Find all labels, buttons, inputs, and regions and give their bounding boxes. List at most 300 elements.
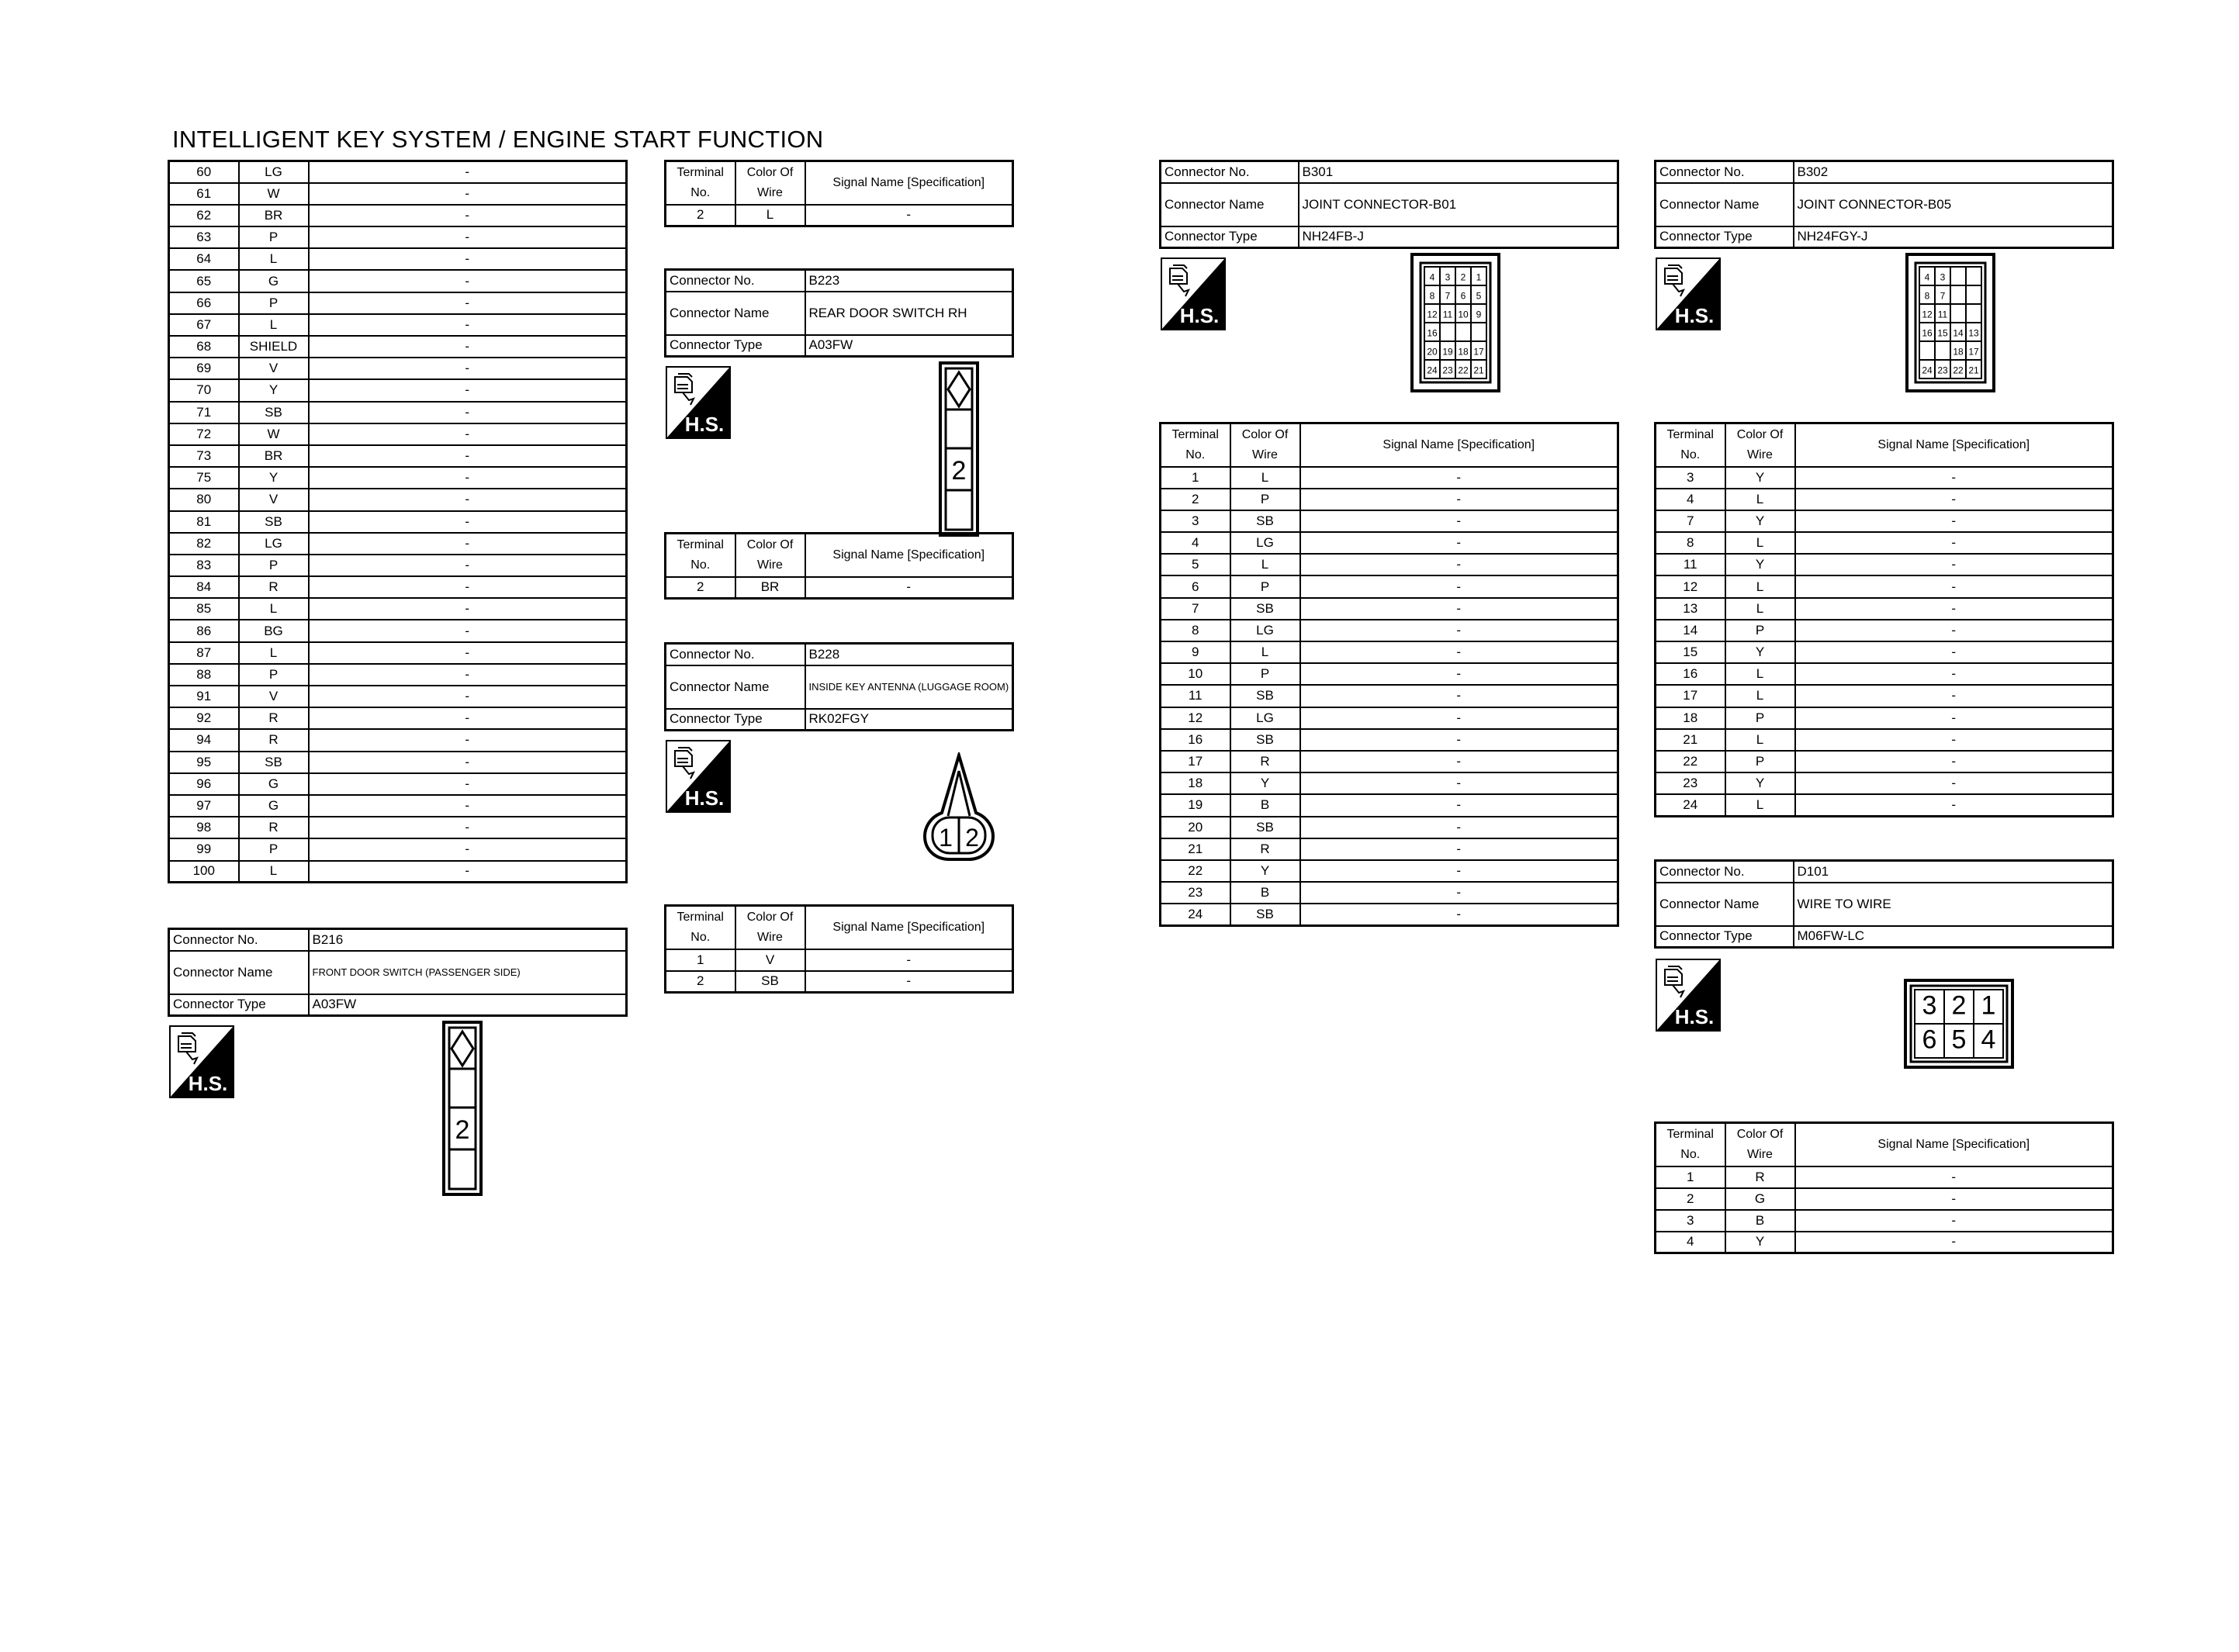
wire-color-cell: V bbox=[239, 358, 309, 379]
signal-name-cell: - bbox=[309, 379, 627, 401]
wire-color-cell: P bbox=[239, 292, 309, 314]
wire-color-cell: P bbox=[1230, 489, 1300, 510]
terminal-no-cell: 81 bbox=[169, 511, 239, 533]
svg-text:12: 12 bbox=[1427, 309, 1438, 320]
terminal-no-cell: 95 bbox=[169, 752, 239, 773]
connector-no-value: B301 bbox=[1299, 161, 1618, 183]
signal-name-cell: - bbox=[309, 402, 627, 423]
table-row bbox=[169, 752, 627, 773]
terminal-no-cell: 19 bbox=[1161, 794, 1230, 816]
signal-name-cell: - bbox=[1300, 532, 1618, 554]
svg-text:2: 2 bbox=[951, 456, 967, 486]
table-row bbox=[1656, 1166, 2113, 1188]
signal-name-cell: - bbox=[309, 817, 627, 838]
wire-color-cell: R bbox=[239, 707, 309, 729]
table-row bbox=[169, 707, 627, 729]
svg-text:9: 9 bbox=[1476, 309, 1482, 320]
signal-name-cell: - bbox=[1795, 772, 2113, 794]
wire-color-cell: L bbox=[239, 248, 309, 270]
wire-color-cell: L bbox=[239, 314, 309, 336]
table-row bbox=[169, 729, 627, 751]
table-row bbox=[1656, 641, 2113, 663]
wire-color-cell: Y bbox=[1725, 641, 1795, 663]
terminal-no-cell: 8 bbox=[1161, 620, 1230, 641]
wire-color-cell: L bbox=[1725, 532, 1795, 554]
wire-color-cell: Y bbox=[1725, 1232, 1795, 1253]
signal-name-cell: - bbox=[309, 598, 627, 620]
svg-text:17: 17 bbox=[1473, 346, 1484, 358]
header-terminal-no: Terminal No. bbox=[666, 161, 735, 205]
svg-text:1: 1 bbox=[1981, 990, 1996, 1021]
svg-text:4: 4 bbox=[1981, 1025, 1996, 1055]
wire-color-cell: G bbox=[1725, 1188, 1795, 1210]
svg-text:2: 2 bbox=[1460, 271, 1466, 283]
terminal-no-cell: 4 bbox=[1161, 532, 1230, 554]
terminal-no-cell: 85 bbox=[169, 598, 239, 620]
terminal-no-cell: 97 bbox=[169, 795, 239, 817]
terminal-no-cell: 7 bbox=[1161, 598, 1230, 620]
wire-color-cell: L bbox=[1230, 467, 1300, 489]
terminal-no-cell: 23 bbox=[1161, 882, 1230, 904]
svg-text:2: 2 bbox=[965, 824, 979, 852]
signal-name-cell: - bbox=[309, 183, 627, 205]
signal-name-cell: - bbox=[309, 620, 627, 641]
hs-label: H.S. bbox=[1674, 304, 1715, 327]
table-row bbox=[169, 358, 627, 379]
signal-name-cell: - bbox=[1795, 575, 2113, 597]
connector-no-label: Connector No. bbox=[1656, 861, 1794, 883]
signal-name-cell: - bbox=[1300, 904, 1618, 925]
connector-name-value: INSIDE KEY ANTENNA (LUGGAGE ROOM) bbox=[805, 665, 1013, 709]
b216-connector-info bbox=[168, 928, 628, 1017]
table-row bbox=[1161, 641, 1618, 663]
connector-name-label: Connector Name bbox=[666, 292, 805, 335]
table-row bbox=[1161, 729, 1618, 751]
signal-name-cell: - bbox=[805, 971, 1013, 993]
header-terminal-no: Terminal No. bbox=[1656, 1123, 1725, 1166]
signal-name-cell: - bbox=[805, 577, 1013, 599]
table-row bbox=[169, 511, 627, 533]
signal-name-cell: - bbox=[1300, 860, 1618, 882]
signal-name-cell: - bbox=[1795, 729, 2113, 751]
header-signal-name: Signal Name [Specification] bbox=[1795, 423, 2113, 467]
b223-hs-icon bbox=[666, 366, 731, 439]
svg-text:13: 13 bbox=[1968, 327, 1979, 339]
terminal-no-cell: 72 bbox=[169, 423, 239, 445]
svg-text:5: 5 bbox=[1951, 1025, 1967, 1055]
table-row bbox=[169, 423, 627, 445]
table-row bbox=[169, 664, 627, 686]
wire-color-cell: Y bbox=[1230, 772, 1300, 794]
table-row bbox=[1656, 532, 2113, 554]
wire-color-cell: Y bbox=[1725, 554, 1795, 575]
table-row bbox=[1656, 794, 2113, 816]
b301-connector-face bbox=[1410, 253, 1500, 396]
table-row bbox=[169, 314, 627, 336]
wire-color-cell: R bbox=[1725, 1166, 1795, 1188]
connector-no-label: Connector No. bbox=[1656, 161, 1794, 183]
signal-name-cell: - bbox=[309, 205, 627, 226]
wire-color-cell: P bbox=[239, 664, 309, 686]
connector-no-label: Connector No. bbox=[1161, 161, 1299, 183]
connector-type-label: Connector Type bbox=[169, 994, 309, 1016]
hs-label: H.S. bbox=[1179, 304, 1220, 327]
signal-name-cell: - bbox=[309, 861, 627, 883]
wire-color-cell: Y bbox=[239, 379, 309, 401]
table-row bbox=[666, 971, 1013, 993]
signal-name-cell: - bbox=[1795, 510, 2113, 532]
wire-color-cell: R bbox=[239, 817, 309, 838]
connector-type-value: A03FW bbox=[309, 994, 627, 1016]
svg-text:1: 1 bbox=[939, 824, 953, 852]
signal-name-cell: - bbox=[1300, 838, 1618, 860]
table-row bbox=[1161, 663, 1618, 685]
table-row bbox=[169, 161, 627, 183]
wire-color-cell: L bbox=[239, 598, 309, 620]
connector-name-value: JOINT CONNECTOR-B05 bbox=[1794, 183, 2113, 226]
signal-name-cell: - bbox=[1795, 532, 2113, 554]
svg-text:22: 22 bbox=[1953, 365, 1964, 376]
signal-name-cell: - bbox=[1795, 751, 2113, 772]
table-row bbox=[1656, 685, 2113, 707]
wire-color-cell: SB bbox=[1230, 510, 1300, 532]
terminal-no-cell: 87 bbox=[169, 642, 239, 664]
svg-text:21: 21 bbox=[1968, 365, 1979, 376]
header-color-of-wire: Color Of Wire bbox=[735, 534, 805, 577]
wire-color-cell: SB bbox=[1230, 729, 1300, 751]
terminal-no-cell: 99 bbox=[169, 838, 239, 860]
terminal-no-cell: 4 bbox=[1656, 1232, 1725, 1253]
table-row bbox=[1656, 751, 2113, 772]
svg-text:18: 18 bbox=[1458, 346, 1469, 358]
wire-color-cell: G bbox=[239, 795, 309, 817]
signal-name-cell: - bbox=[1300, 882, 1618, 904]
hs-label: H.S. bbox=[684, 786, 725, 810]
signal-name-cell: - bbox=[309, 270, 627, 292]
terminal-no-cell: 73 bbox=[169, 445, 239, 467]
svg-text:24: 24 bbox=[1427, 365, 1438, 376]
svg-text:3: 3 bbox=[1922, 990, 1937, 1021]
svg-text:22: 22 bbox=[1458, 365, 1469, 376]
terminal-no-cell: 98 bbox=[169, 817, 239, 838]
terminal-no-cell: 69 bbox=[169, 358, 239, 379]
terminal-no-cell: 22 bbox=[1161, 860, 1230, 882]
connector-name-label: Connector Name bbox=[1656, 883, 1794, 926]
table-row bbox=[1656, 554, 2113, 575]
wire-color-cell: SB bbox=[1230, 685, 1300, 707]
header-terminal-no: Terminal No. bbox=[666, 534, 735, 577]
connector-type-label: Connector Type bbox=[1161, 226, 1299, 248]
table-row bbox=[1161, 817, 1618, 838]
wire-color-cell: BR bbox=[239, 445, 309, 467]
table-row bbox=[169, 555, 627, 576]
wire-color-cell: L bbox=[1725, 575, 1795, 597]
connector-no-value: B302 bbox=[1794, 161, 2113, 183]
signal-name-cell: - bbox=[309, 773, 627, 795]
connector-name-value: REAR DOOR SWITCH RH bbox=[805, 292, 1013, 335]
page-title: INTELLIGENT KEY SYSTEM / ENGINE START FUNCTION bbox=[172, 126, 824, 153]
wire-color-cell: Y bbox=[1230, 860, 1300, 882]
table-row bbox=[169, 686, 627, 707]
hs-label: H.S. bbox=[1674, 1005, 1715, 1028]
terminal-no-cell: 3 bbox=[1656, 467, 1725, 489]
signal-name-cell: - bbox=[309, 489, 627, 510]
b223-connector-face bbox=[939, 361, 979, 541]
terminal-no-cell: 66 bbox=[169, 292, 239, 314]
table-row bbox=[1656, 510, 2113, 532]
table-row bbox=[169, 838, 627, 860]
wire-color-cell: Y bbox=[1725, 772, 1795, 794]
svg-text:18: 18 bbox=[1953, 346, 1964, 358]
connector-no-label: Connector No. bbox=[666, 270, 805, 292]
table-row bbox=[1656, 620, 2113, 641]
terminal-no-cell: 11 bbox=[1656, 554, 1725, 575]
signal-name-cell: - bbox=[1795, 620, 2113, 641]
signal-name-cell: - bbox=[1795, 794, 2113, 816]
table-row bbox=[169, 467, 627, 489]
table-row bbox=[1161, 751, 1618, 772]
terminal-no-cell: 62 bbox=[169, 205, 239, 226]
table-row bbox=[169, 183, 627, 205]
wire-color-cell: R bbox=[239, 729, 309, 751]
signal-name-cell: - bbox=[1300, 685, 1618, 707]
signal-name-cell: - bbox=[1795, 685, 2113, 707]
table-row bbox=[1161, 707, 1618, 729]
signal-name-cell: - bbox=[1300, 751, 1618, 772]
wire-color-cell: P bbox=[1230, 575, 1300, 597]
table-row bbox=[1161, 794, 1618, 816]
terminal-no-cell: 17 bbox=[1161, 751, 1230, 772]
svg-text:24: 24 bbox=[1922, 365, 1933, 376]
terminal-no-cell: 23 bbox=[1656, 772, 1725, 794]
terminal-no-cell: 100 bbox=[169, 861, 239, 883]
wire-color-cell: L bbox=[1725, 489, 1795, 510]
terminal-no-cell: 63 bbox=[169, 226, 239, 248]
terminal-no-cell: 20 bbox=[1161, 817, 1230, 838]
connector-no-label: Connector No. bbox=[169, 929, 309, 951]
terminal-no-cell: 8 bbox=[1656, 532, 1725, 554]
signal-name-cell: - bbox=[1795, 1188, 2113, 1210]
wire-color-cell: SB bbox=[239, 752, 309, 773]
terminal-no-cell: 83 bbox=[169, 555, 239, 576]
terminal-no-cell: 91 bbox=[169, 686, 239, 707]
signal-name-cell: - bbox=[309, 226, 627, 248]
connector-no-value: B223 bbox=[805, 270, 1013, 292]
wire-color-cell: LG bbox=[1230, 620, 1300, 641]
signal-name-cell: - bbox=[1300, 554, 1618, 575]
table-row bbox=[1161, 904, 1618, 925]
table-row bbox=[1161, 620, 1618, 641]
connector-no-label: Connector No. bbox=[666, 644, 805, 665]
svg-text:10: 10 bbox=[1458, 309, 1469, 320]
signal-name-cell: - bbox=[1300, 663, 1618, 685]
table-row bbox=[169, 402, 627, 423]
table-row bbox=[169, 489, 627, 510]
table-row bbox=[169, 576, 627, 598]
connector-name-value: FRONT DOOR SWITCH (PASSENGER SIDE) bbox=[309, 951, 627, 994]
b302-hs-icon bbox=[1656, 257, 1721, 330]
terminal-no-cell: 4 bbox=[1656, 489, 1725, 510]
header-color-of-wire: Color Of Wire bbox=[1230, 423, 1300, 467]
svg-text:8: 8 bbox=[1924, 290, 1930, 302]
wire-color-cell: BR bbox=[239, 205, 309, 226]
connector-name-label: Connector Name bbox=[1656, 183, 1794, 226]
wire-color-cell: L bbox=[239, 642, 309, 664]
signal-name-cell: - bbox=[309, 423, 627, 445]
terminal-no-cell: 65 bbox=[169, 270, 239, 292]
signal-name-cell: - bbox=[309, 707, 627, 729]
wire-color-cell: G bbox=[239, 773, 309, 795]
wire-color-cell: B bbox=[1230, 882, 1300, 904]
signal-name-cell: - bbox=[309, 292, 627, 314]
b223-signal-table bbox=[664, 532, 1014, 600]
terminal-no-cell: 1 bbox=[1161, 467, 1230, 489]
signal-name-cell: - bbox=[1300, 575, 1618, 597]
signal-name-cell: - bbox=[1300, 620, 1618, 641]
signal-name-cell: - bbox=[309, 576, 627, 598]
signal-name-cell: - bbox=[309, 445, 627, 467]
table-row bbox=[666, 577, 1013, 599]
wire-color-cell: P bbox=[1725, 751, 1795, 772]
header-color-of-wire: Color Of Wire bbox=[735, 161, 805, 205]
table-row bbox=[1656, 663, 2113, 685]
terminal-no-cell: 12 bbox=[1656, 575, 1725, 597]
svg-text:16: 16 bbox=[1427, 327, 1438, 339]
connector-type-value: RK02FGY bbox=[805, 709, 1013, 731]
b302-signal-table bbox=[1654, 422, 2114, 817]
wire-color-cell: L bbox=[1725, 685, 1795, 707]
table-row bbox=[169, 336, 627, 358]
table-row bbox=[169, 292, 627, 314]
b301-hs-icon bbox=[1161, 257, 1226, 330]
wire-color-cell: P bbox=[1725, 707, 1795, 729]
b301-signal-table bbox=[1159, 422, 1619, 927]
terminal-no-cell: 92 bbox=[169, 707, 239, 729]
signal-name-cell: - bbox=[1300, 510, 1618, 532]
wire-color-cell: LG bbox=[239, 533, 309, 555]
b228-hs-icon bbox=[666, 740, 731, 813]
wire-color-cell: LG bbox=[1230, 707, 1300, 729]
terminal-no-cell: 2 bbox=[1656, 1188, 1725, 1210]
connector-name-value: WIRE TO WIRE bbox=[1794, 883, 2113, 926]
signal-name-cell: - bbox=[1795, 1166, 2113, 1188]
b302-connector-info bbox=[1654, 160, 2114, 249]
terminal-no-cell: 21 bbox=[1161, 838, 1230, 860]
wire-color-cell: SHIELD bbox=[239, 336, 309, 358]
table-row bbox=[1656, 1232, 2113, 1253]
signal-name-cell: - bbox=[309, 161, 627, 183]
terminal-no-cell: 2 bbox=[1161, 489, 1230, 510]
terminal-no-cell: 71 bbox=[169, 402, 239, 423]
wire-color-cell: B bbox=[1725, 1210, 1795, 1232]
b302-connector-face bbox=[1905, 253, 1995, 396]
signal-name-cell: - bbox=[309, 795, 627, 817]
wire-color-cell: BG bbox=[239, 620, 309, 641]
terminal-no-cell: 1 bbox=[1656, 1166, 1725, 1188]
wire-color-cell: P bbox=[1230, 663, 1300, 685]
table-row bbox=[169, 598, 627, 620]
terminal-no-cell: 11 bbox=[1161, 685, 1230, 707]
table-row bbox=[169, 270, 627, 292]
connector-type-label: Connector Type bbox=[1656, 926, 1794, 948]
terminal-no-cell: 60 bbox=[169, 161, 239, 183]
signal-name-cell: - bbox=[1300, 772, 1618, 794]
wire-color-cell: SB bbox=[1230, 817, 1300, 838]
table-row bbox=[1656, 729, 2113, 751]
wire-color-cell: L bbox=[1725, 794, 1795, 816]
terminal-no-cell: 80 bbox=[169, 489, 239, 510]
signal-name-cell: - bbox=[309, 358, 627, 379]
svg-text:4: 4 bbox=[1924, 271, 1930, 283]
terminal-no-cell: 13 bbox=[1656, 598, 1725, 620]
terminal-no-cell: 18 bbox=[1161, 772, 1230, 794]
svg-text:19: 19 bbox=[1442, 346, 1453, 358]
d101-connector-face bbox=[1904, 979, 2014, 1073]
header-signal-name: Signal Name [Specification] bbox=[1795, 1123, 2113, 1166]
terminal-no-cell: 12 bbox=[1161, 707, 1230, 729]
table-row bbox=[1161, 554, 1618, 575]
table-row bbox=[169, 248, 627, 270]
header-terminal-no: Terminal No. bbox=[666, 906, 735, 949]
table-row bbox=[1161, 838, 1618, 860]
b216-hs-icon bbox=[169, 1025, 234, 1098]
table-row bbox=[1656, 1188, 2113, 1210]
terminal-no-cell: 24 bbox=[1656, 794, 1725, 816]
signal-name-cell: - bbox=[309, 664, 627, 686]
terminal-no-cell: 67 bbox=[169, 314, 239, 336]
table-row bbox=[169, 817, 627, 838]
signal-name-cell: - bbox=[1300, 794, 1618, 816]
signal-name-cell: - bbox=[1300, 641, 1618, 663]
terminal-no-cell: 3 bbox=[1656, 1210, 1725, 1232]
table-row bbox=[1656, 575, 2113, 597]
wire-color-cell: Y bbox=[1725, 467, 1795, 489]
terminal-no-cell: 2 bbox=[666, 971, 735, 993]
table-row bbox=[1161, 467, 1618, 489]
wire-color-cell: L bbox=[1725, 598, 1795, 620]
wire-color-cell: LG bbox=[1230, 532, 1300, 554]
wire-color-cell: BR bbox=[735, 577, 805, 599]
signal-name-cell: - bbox=[309, 838, 627, 860]
hs-label: H.S. bbox=[188, 1072, 228, 1095]
terminal-no-cell: 16 bbox=[1656, 663, 1725, 685]
signal-name-cell: - bbox=[309, 752, 627, 773]
wire-color-cell: SB bbox=[735, 971, 805, 993]
d101-connector-info bbox=[1654, 859, 2114, 949]
header-color-of-wire: Color Of Wire bbox=[1725, 1123, 1795, 1166]
wire-color-cell: P bbox=[239, 226, 309, 248]
svg-text:3: 3 bbox=[1940, 271, 1946, 283]
signal-name-cell: - bbox=[1300, 729, 1618, 751]
header-signal-name: Signal Name [Specification] bbox=[1300, 423, 1618, 467]
wire-color-cell: Y bbox=[239, 467, 309, 489]
table-row bbox=[1656, 1210, 2113, 1232]
signal-name-cell: - bbox=[1795, 641, 2113, 663]
b223-connector-info bbox=[664, 268, 1014, 358]
connector-type-value: NH24FB-J bbox=[1299, 226, 1618, 248]
wire-color-cell: LG bbox=[239, 161, 309, 183]
connector-no-value: B228 bbox=[805, 644, 1013, 665]
connector-no-value: B216 bbox=[309, 929, 627, 951]
svg-text:16: 16 bbox=[1922, 327, 1933, 339]
connector-type-value: M06FW-LC bbox=[1794, 926, 2113, 948]
terminal-no-cell: 1 bbox=[666, 949, 735, 971]
table-row bbox=[1161, 532, 1618, 554]
table-row bbox=[1161, 685, 1618, 707]
table-row bbox=[169, 226, 627, 248]
connector-name-label: Connector Name bbox=[1161, 183, 1299, 226]
signal-name-cell: - bbox=[805, 205, 1013, 226]
